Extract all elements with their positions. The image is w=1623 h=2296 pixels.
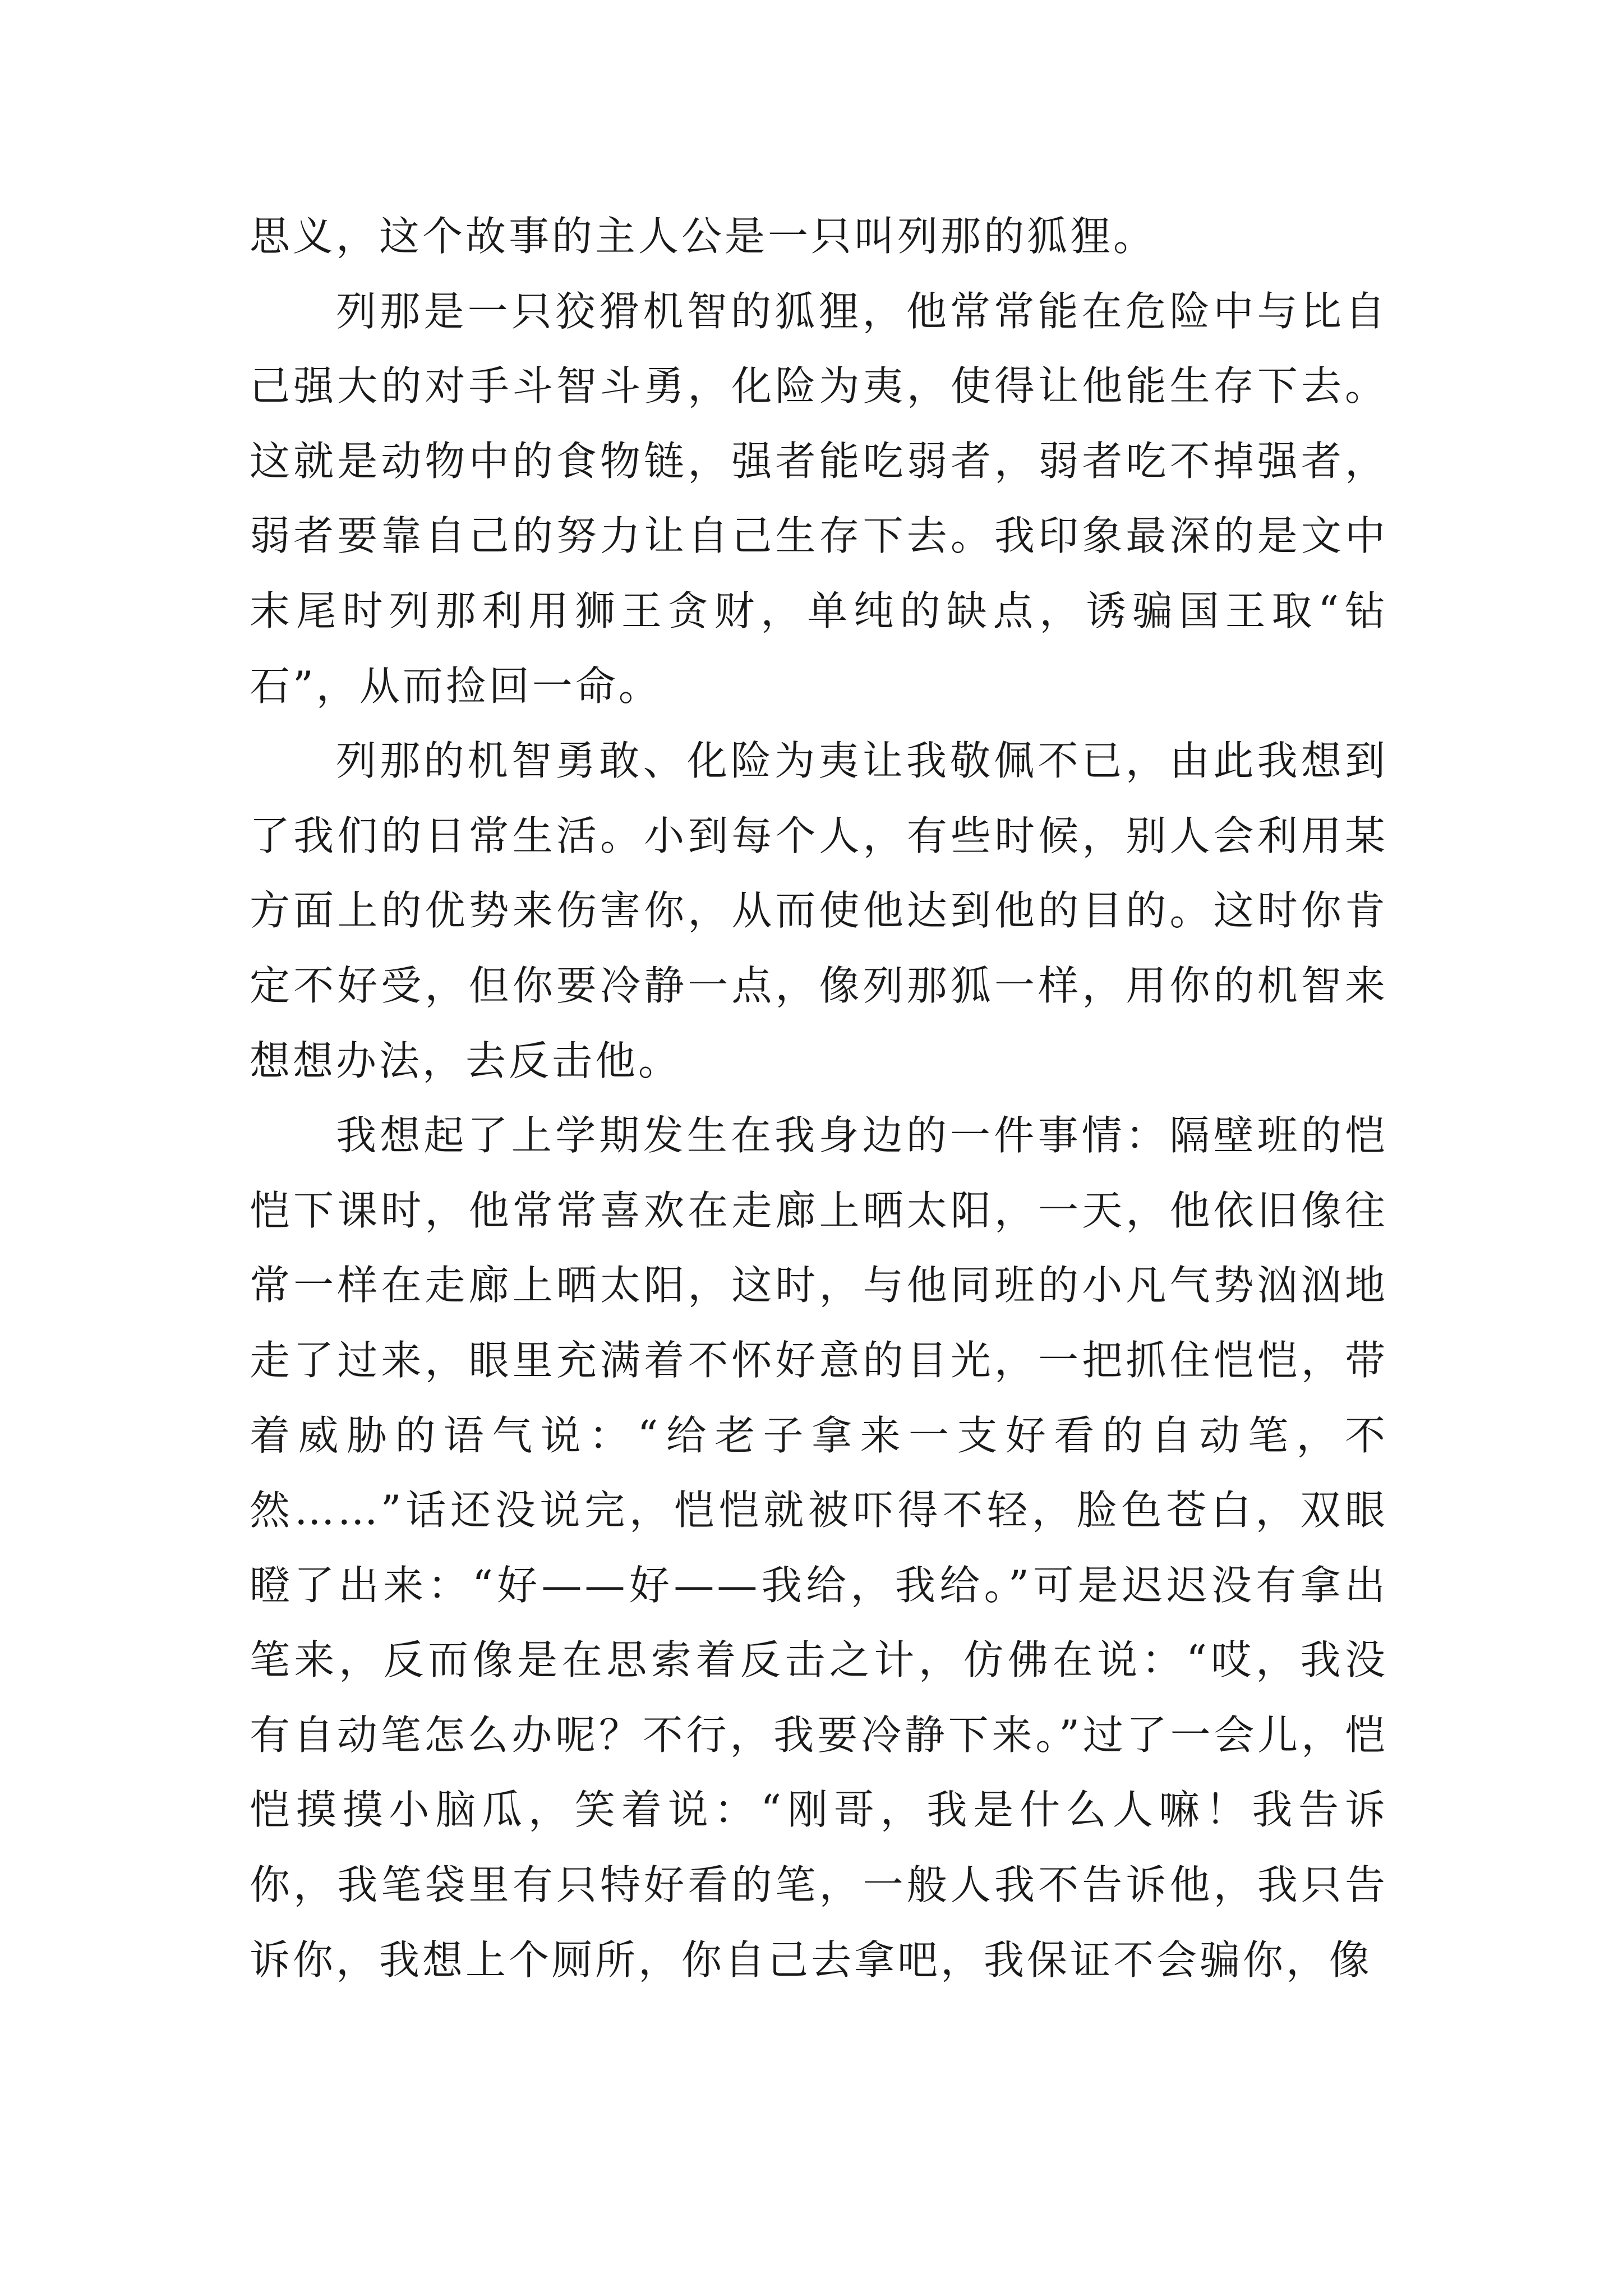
paragraph-continuation: 思义，这个故事的主人公是一只叫列那的狐狸。 xyxy=(250,213,1157,260)
paragraph-school-story: 我想起了上学期发生在我身边的一件事情：隔壁班的恺恺下课时，他常常喜欢在走廊上晒太阳，一天，他依旧像往常一样在走廊上晒太阳，这时，与他同班的小凡气势汹汹地走了过来，眼里充满着不怀好意的目光，一把抓住恺恺，带着威胁的语气说：“给老子拿来一支好看的自动笔，不然……”话还没说完，恺恺就被吓得不轻，脸色苍白，双眼瞪了出来：“好——好——我给，我给。”可是迟迟没有拿出笔来，反而像是在思索着反击之计，仿佛在说：“哎，我没有自动笔怎么办呢？不行，我要冷静下来。”过了一会儿，恺恺摸摸小脑瓜，笑着说：“刚哥，我是什么人嘛！我告诉你，我笔袋里有只特好看的笔，一般人我不告诉他，我只告诉你，我想上个厕所，你自己去拿吧，我保证不会骗你，像 xyxy=(250,1112,1388,1984)
paragraph-daily-life-reflection: 列那的机智勇敢、化险为夷让我敬佩不已，由此我想到了我们的日常生活。小到每个人，有些时候，别人会利用某方面上的优势来伤害你，从而使他达到他的目的。这时你肯定不好受，但你要冷静一点，像列那狐一样，用你的机智来想想办法，去反击他。 xyxy=(250,737,1388,1084)
document-body xyxy=(250,199,1388,1998)
paragraph-fox-description: 列那是一只狡猾机智的狐狸，他常常能在危险中与比自己强大的对手斗智斗勇，化险为夷，使得让他能生存下去。这就是动物中的食物链，强者能吃弱者，弱者吃不掉强者，弱者要靠自己的努力让自己生存下去。我印象最深的是文中末尾时列那利用狮王贪财，单纯的缺点，诱骗国王取“钻石”，从而捡回一命。 xyxy=(250,287,1388,710)
